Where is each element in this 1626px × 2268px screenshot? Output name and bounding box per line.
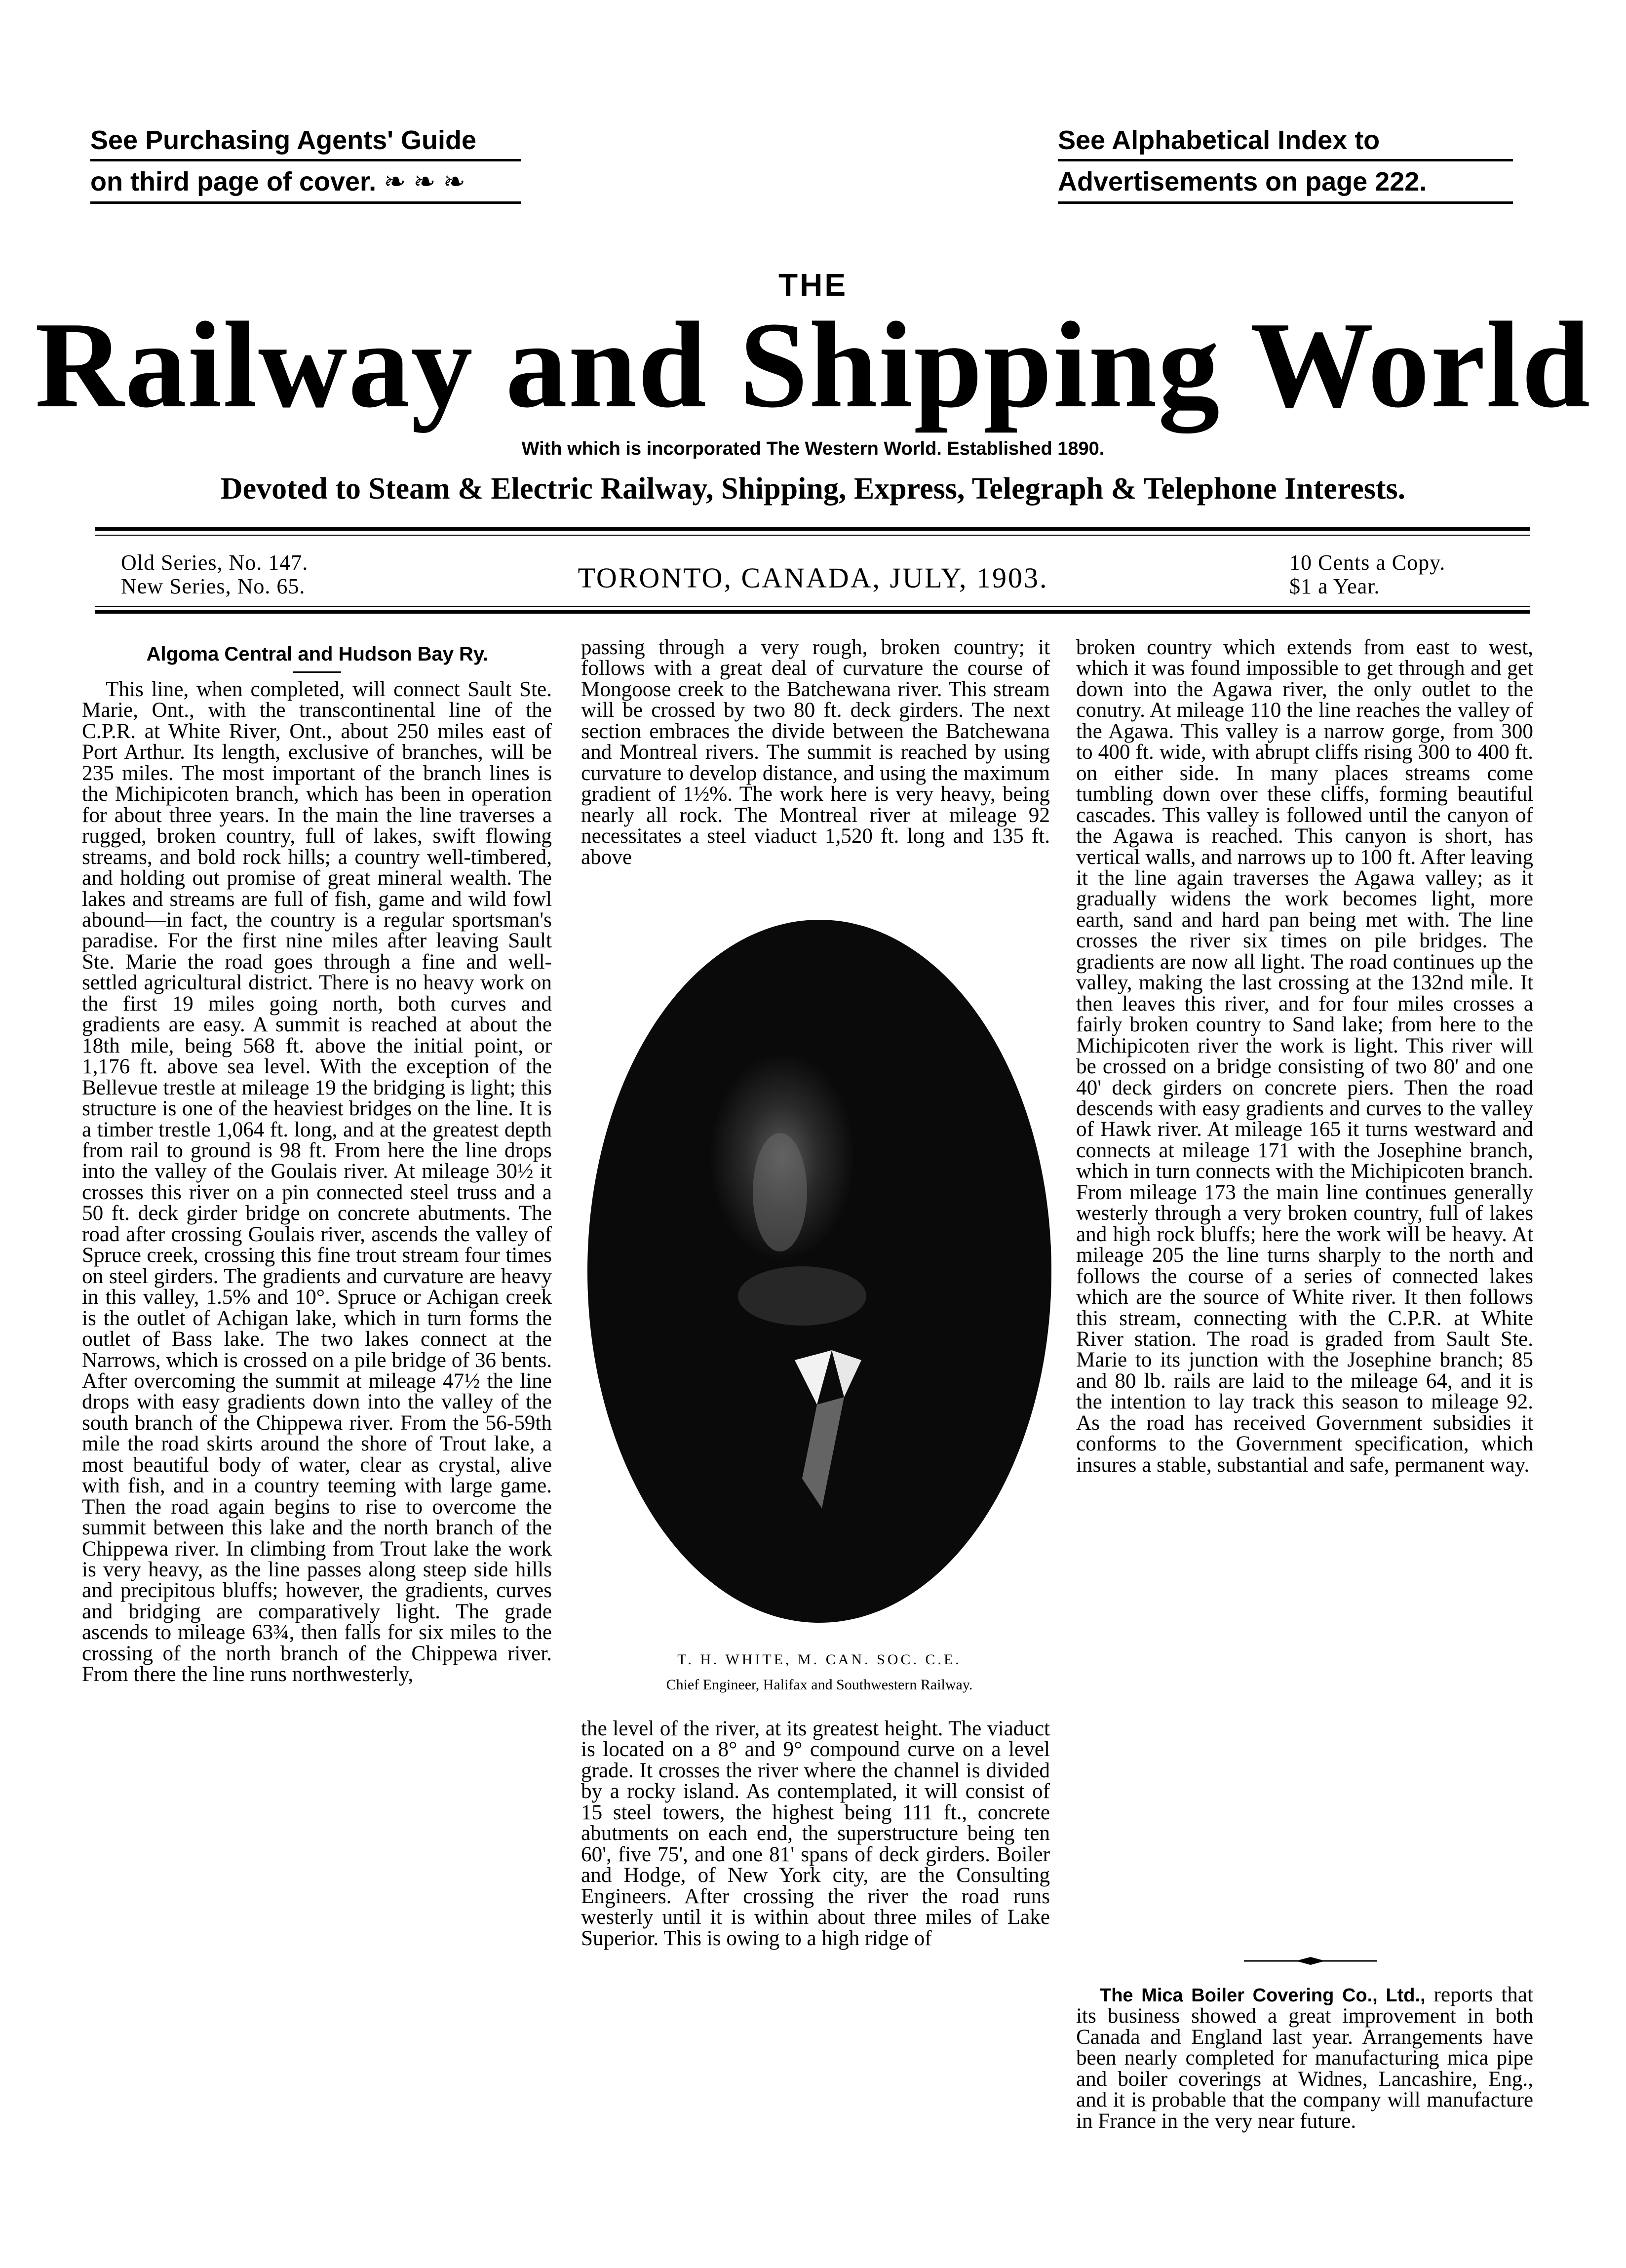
article-column-2-top [581, 637, 1050, 894]
old-series-number: Old Series, No. 147. [121, 550, 309, 575]
article-column-1 [82, 679, 552, 2141]
portrait-photo [585, 916, 1054, 1627]
masthead-kicker: THE [778, 267, 848, 303]
notice-purchasing-guide-line1: See Purchasing Agents' Guide [90, 125, 477, 155]
banner-rule-bottom [95, 610, 1530, 614]
masthead-title: Railway and Shipping World [35, 297, 1591, 433]
mica-news-item [1076, 1985, 1533, 2143]
notice-alphabetical-index-line2: Advertisements on page 222. [1058, 167, 1427, 196]
portrait-caption-name: T. H. WHITE, M. CAN. SOC. C.E. [677, 1651, 962, 1668]
banner-rule-bottom-thin [95, 606, 1530, 607]
price-per-copy: 10 Cents a Copy. [1289, 550, 1446, 575]
portrait-caption-title: Chief Engineer, Halifax and Southwestern Railway. [666, 1677, 973, 1693]
notice-left-rule-bottom [90, 201, 521, 204]
notice-left-rule [90, 159, 521, 161]
article-heading: Algoma Central and Hudson Bay Ry. [146, 643, 489, 665]
notice-alphabetical-index-line1: See Alphabetical Index to [1058, 125, 1380, 155]
article-col2-bottom-text: the level of the river, at its greatest height. The viaduct is located on a 8° and 9° compound curve on a level grade. It crosses the river where the channel is divided by a rocky island. As contemplated, it will consist of 15 steel towers, the highest being 111 ft., concrete abutments on each end, the superstructure being ten 60', five 75', and one 81' spans of deck girders. Boiler and Hodge, of New York city, are the Consulting Engineers. After crossing the river the road runs westerly until it is within about three miles of Lake Superior. This is owing to a high ridge of [581, 1719, 1050, 1950]
article-col2-top-text: passing through a very rough, broken country; it follows with a great deal of curvature the course of Mongoose creek to the Batchewana river. This stream will be crossed by two 80 ft. deck girders. The next section embraces the divide between the Batchewana and Montreal rivers. The summit is reached by using curvature to develop distance, and using the maximum gradient of 1½%. The work here is very heavy, being nearly all rock. The Montreal river at mileage 92 necessitates a steel viaduct 1,520 ft. long and 135 ft. above [581, 637, 1050, 869]
article-col3-text: broken country which extends from east to west, which it was found impossible to get through and get down into the Agawa river, the only outlet to the conutry. At mileage 110 the line reaches the valley of the Agawa. This valley is a narrow gorge, from 300 to 400 ft. wide, with abrupt cliffs rising 300 to 400 ft. on either side. In many places streams come tumbling down over these cliffs, forming beautiful cascades. This valley is followed until the canyon of the Agawa is reached. This canyon is short, has vertical walls, and narrows up to 100 ft. After leaving it the line again traverses the Agawa valley; as it gradually widens the work becomes light, more earth, sand and hard pan being met with. The line crosses the river six times on pile bridges. The gradients are now all light. The road continues up the valley, making the last crossing at the 132nd mile. It then leaves this river, and for four miles crosses a fairly broken country to Sand lake; from here to the Michipicoten river the work is light. This river will be crossed on a bridge consisting of two 80' and one 40' deck girders on concrete piers. Then the road descends with easy gradients and curves to the valley of Hawk river. At mileage 165 it turns westward and connects at mileage 171 with the Josephine branch, which in turn connects with the Michipicoten branch. From mileage 173 the main line continues generally westerly through a very broken country, full of lakes and high rock bluffs; here the work will be heavy. At mileage 205 the line turns sharply to the north and follows the course of a series of connected lakes which are the source of White river. It then follows this stream, connecting with the C.P.R. at White River station. The road is graded from Sault Ste. Marie to its junction with the Josephine branch; 85 and 80 lb. rails are laid to the mileage 64, and it is the intention to lay track this season to mileage 92. As the road has received Government subsidies it conforms to the Government specification, which insures a stable, substantial and safe, permanent way. [1076, 637, 1533, 1477]
masthead-incorporated-line: With which is incorporated The Western World. Established 1890. [521, 438, 1105, 459]
banner-rule-top [95, 527, 1530, 531]
new-series-number: New Series, No. 65. [121, 574, 306, 598]
notice-right-rule [1058, 159, 1513, 161]
banner-rule-top-thin [95, 535, 1530, 536]
issue-dateline: TORONTO, CANADA, JULY, 1903. [578, 562, 1048, 594]
notice-right-rule-bottom [1058, 201, 1513, 204]
section-separator-ornament [1244, 1955, 1377, 1967]
article-column-3 [1076, 637, 1533, 1916]
article-column-2-bottom [581, 1719, 1050, 2138]
mica-body: reports that its business showed a great improvement in both Canada and England last year. Arrangements have been nearly completed for manufacturing mica pipe and boiler coverings at Widnes, Lancashire, Eng., and it is probable that the company will manufacture in France in the very near future. [1076, 1985, 1533, 2133]
masthead-devoted-line: Devoted to Steam & Electric Railway, Shipping, Express, Telegraph & Telephone Interests. [220, 472, 1406, 506]
mica-lead: The Mica Boiler Covering Co., Ltd., [1100, 1985, 1426, 2006]
article-col1-text: This line, when completed, will connect Sault Ste. Marie, Ont., with the transcontinental line of the C.P.R. at White River, Ont., about 250 miles east of Port Arthur. Its length, exclusive of branches, will be 235 miles. The most important of the branch lines is the Michipicoten branch, which has been in operation for about three years. In the main the line traverses a rugged, broken country, full of lakes, swift flowing streams, and bold rock hills; a country well-timbered, and holding out promise of great mineral wealth. The lakes and streams are full of fish, game and wild fowl abound—in fact, the country is a regular sportsman's paradise. For the first nine miles after leaving Sault Ste. Marie the road goes through a fine and well-settled agricultural district. There is no heavy work on the first 19 miles going north, both curves and gradients are easy. A summit is reached at about the 18th mile, being 568 ft. above the initial point, or 1,176 ft. above sea level. With the exception of the Bellevue trestle at mileage 19 the bridging is light; this structure is one of the heaviest bridges on the line. It is a timber trestle 1,064 ft. long, and at the greatest depth from rail to ground is 98 ft. From here the line drops into the valley of the Goulais river. At mileage 30½ it crosses this river on a pin connected steel truss and a 50 ft. deck girder bridge on concrete abutments. The road after crossing Goulais river, ascends the valley of Spruce creek, crossing this fine trout stream four times on steel girders. The gradients and curvature are heavy in this valley, 1.5% and 10°. Spruce or Achigan creek is the outlet of Achigan lake, which in turn forms the outlet of Bass lake. The two lakes connect at the Narrows, which is crossed on a pile bridge of 36 bents. After overcoming the summit at mileage 47½ the line drops with easy gradients down into the valley of the south branch of the Chippewa river. From the 56-59th mile the road skirts around the shore of Trout lake, a most beautiful body of water, clear as crystal, alive with fish, and in a country teeming with large game. Then the road again begins to rise to overcome the summit between this lake and the north branch of the Chippewa river. In climbing from Trout lake the work is very heavy, as the line passes along steep side hills and precipitous bluffs; however, the gradients, curves and bridging are comparatively light. The grade ascends to mileage 63¾, then falls for six miles to the crossing of the north branch of the Chippewa river. From there the line runs northwesterly, [82, 679, 552, 1686]
price-per-year: $1 a Year. [1289, 574, 1380, 598]
heading-underline [293, 671, 341, 673]
notice-purchasing-guide-line2: on third page of cover. ❧ ❧ ❧ [90, 167, 465, 196]
